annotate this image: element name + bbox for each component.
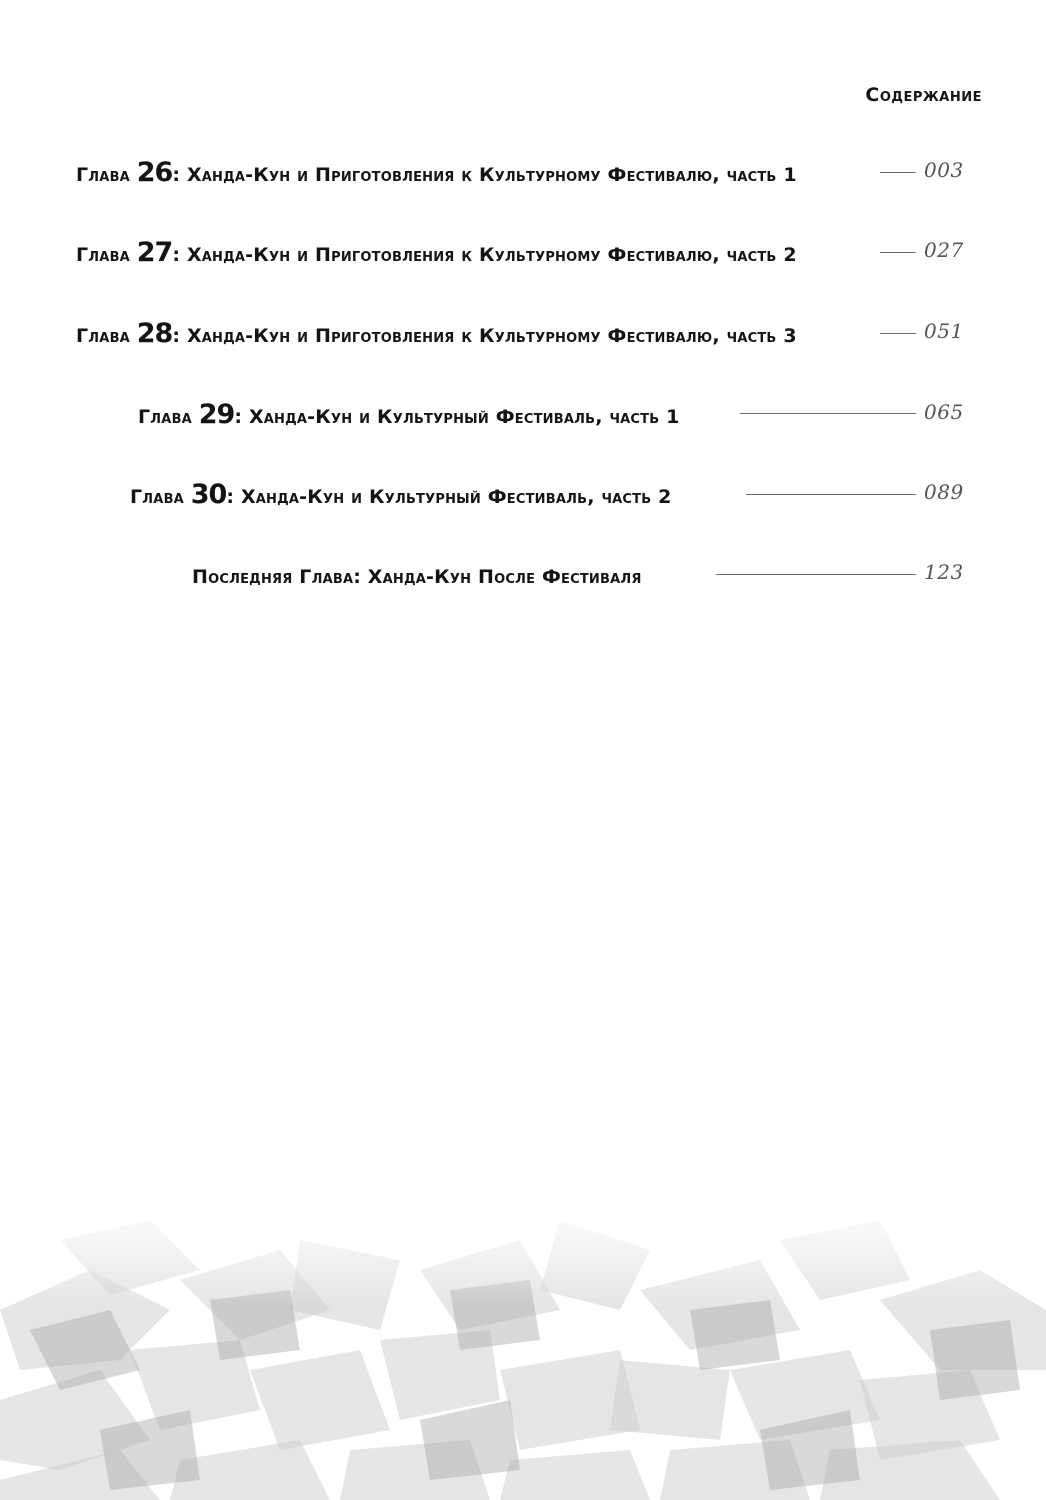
page-number: 065 <box>924 400 964 424</box>
chapter-title <box>76 157 797 188</box>
chapter-prefix: Глава <box>76 243 137 266</box>
leader-line <box>746 494 916 495</box>
chapter-number: 30 <box>190 478 227 510</box>
chapter-name: : Ханда-Кун и Приготовления к Культурному Фестивалю, часть 2 <box>172 243 797 266</box>
toc-entry[interactable] <box>138 399 680 429</box>
page-number: 003 <box>924 158 964 182</box>
page-number: 051 <box>924 319 964 343</box>
chapter-title <box>138 399 680 430</box>
leader-line <box>880 333 916 334</box>
toc-entry[interactable] <box>76 237 797 267</box>
chapter-name: : Ханда-Кун и Культурный Фестиваль, часть 2 <box>226 485 672 508</box>
leader-line <box>740 413 916 414</box>
chapter-name: : Ханда-Кун и Культурный Фестиваль, часть 1 <box>234 405 680 428</box>
toc-entry[interactable] <box>192 559 642 589</box>
toc-entry[interactable] <box>76 157 797 187</box>
chapter-prefix: Глава <box>130 485 191 508</box>
decorative-watercolor-shards <box>0 1200 1046 1500</box>
chapter-title <box>192 559 642 590</box>
page-number: 123 <box>924 560 964 584</box>
chapter-number: 28 <box>136 317 173 349</box>
chapter-number: 29 <box>198 398 235 430</box>
toc-heading: Содержание <box>865 84 982 106</box>
chapter-title <box>76 318 797 349</box>
page-number: 027 <box>924 238 964 262</box>
chapter-title <box>76 237 797 268</box>
leader-line <box>880 252 916 253</box>
chapter-prefix: Глава <box>138 405 199 428</box>
chapter-title <box>130 479 672 510</box>
chapter-prefix: Глава <box>76 324 137 347</box>
chapter-name: Последняя Глава: Ханда-Кун После Фестиваля <box>192 565 642 588</box>
page-number: 089 <box>924 480 964 504</box>
chapter-name: : Ханда-Кун и Приготовления к Культурному Фестивалю, часть 1 <box>172 163 797 186</box>
chapter-number: 26 <box>136 156 173 188</box>
chapter-prefix: Глава <box>76 163 137 186</box>
toc-entry[interactable] <box>76 318 797 348</box>
toc-entry[interactable] <box>130 479 672 509</box>
chapter-name: : Ханда-Кун и Приготовления к Культурному Фестивалю, часть 3 <box>172 324 797 347</box>
chapter-number: 27 <box>136 236 173 268</box>
leader-line <box>716 574 916 575</box>
leader-line <box>880 172 916 173</box>
